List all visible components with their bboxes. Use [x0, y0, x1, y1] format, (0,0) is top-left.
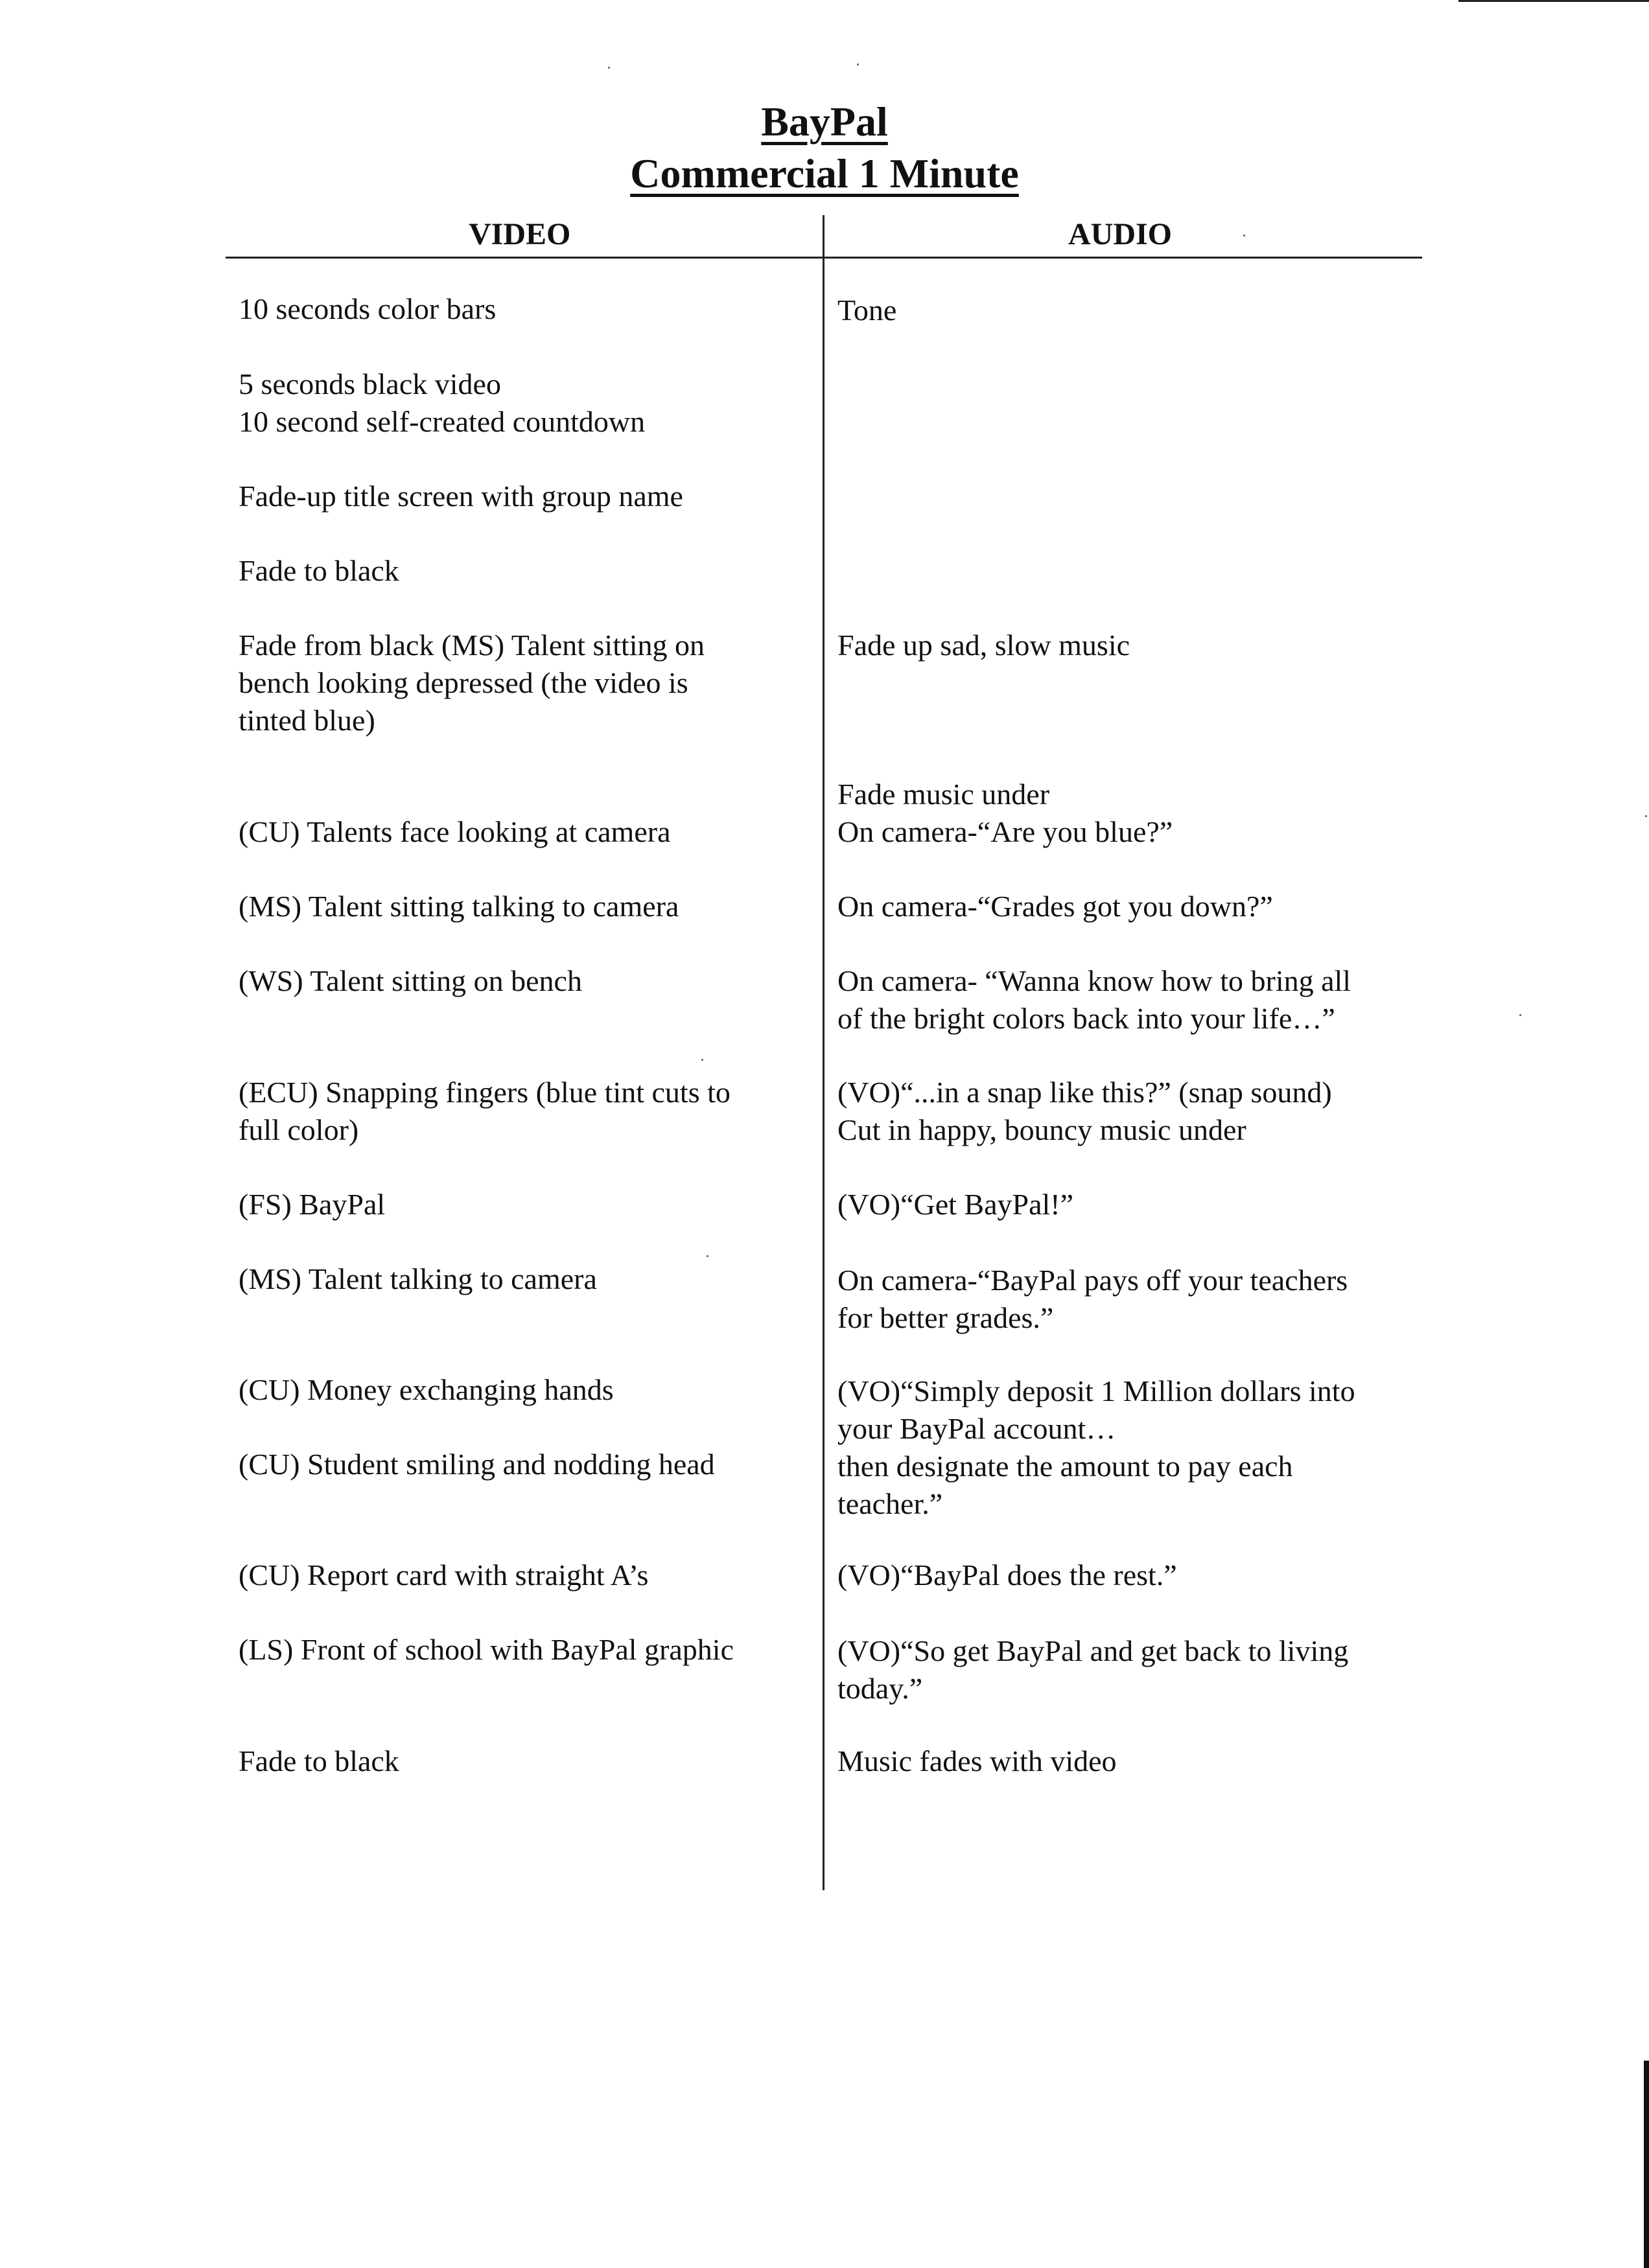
- scan-speck: [1645, 815, 1647, 817]
- audio-cue: Fade music under On camera-“Are you blue?”: [837, 778, 1173, 848]
- video-cue: (MS) Talent sitting talking to camera: [239, 890, 679, 923]
- video-cue: Fade from black (MS) Talent sitting on bench looking depressed (the video is tinted blue): [239, 629, 705, 737]
- video-cue: (CU) Talents face looking at camera: [239, 815, 671, 848]
- scan-artifact-line: [1458, 0, 1649, 2]
- video-cue: Fade-up title screen with group name: [239, 480, 683, 513]
- audio-cue: On camera- “Wanna know how to bring all of the bright colors back into your life…”: [837, 964, 1351, 1035]
- video-cue: (WS) Talent sitting on bench: [239, 964, 582, 997]
- audio-cue: (VO)“Get BayPal!”: [837, 1188, 1074, 1221]
- title-block: [0, 96, 1649, 200]
- video-cue: (MS) Talent talking to camera: [239, 1262, 597, 1295]
- audio-cue: (VO)“...in a snap like this?” (snap sound) Cut in happy, bouncy music under: [837, 1076, 1332, 1146]
- audio-column-header: AUDIO: [1068, 217, 1173, 251]
- audio-cue: Tone: [837, 294, 897, 327]
- audio-cue: Fade up sad, slow music: [837, 629, 1130, 662]
- scan-speck: [857, 64, 859, 65]
- audio-cue: (VO)“BayPal does the rest.”: [837, 1558, 1177, 1591]
- video-cue: (CU) Money exchanging hands: [239, 1373, 614, 1406]
- title-line-1: BayPal: [761, 98, 888, 145]
- video-cue: (CU) Student smiling and nodding head: [239, 1448, 715, 1481]
- title-line-2: Commercial 1 Minute: [630, 150, 1019, 196]
- video-column-header: VIDEO: [469, 217, 571, 251]
- scan-speck: [1243, 235, 1245, 237]
- video-cue: (ECU) Snapping fingers (blue tint cuts to full color): [239, 1076, 731, 1146]
- scan-speck: [701, 1059, 703, 1061]
- audio-cue: (VO)“Simply deposit 1 Million dollars into your BayPal account… then designate the amount to pay each teacher.”: [837, 1374, 1355, 1520]
- audio-cue: (VO)“So get BayPal and get back to living today.”: [837, 1634, 1349, 1705]
- video-cue: (CU) Report card with straight A’s: [239, 1558, 649, 1591]
- scan-speck: [608, 67, 610, 69]
- video-cue: Fade to black: [239, 554, 399, 587]
- video-cue: (FS) BayPal: [239, 1188, 386, 1221]
- scan-artifact-edge: [1644, 2061, 1649, 2268]
- scan-speck: [1519, 1014, 1521, 1016]
- audio-cue: Music fades with video: [837, 1744, 1117, 1777]
- video-cue: 10 seconds color bars: [239, 292, 497, 325]
- video-cue: Fade to black: [239, 1744, 399, 1777]
- audio-cue: On camera-“Grades got you down?”: [837, 890, 1273, 923]
- column-divider: [823, 215, 824, 1890]
- scan-speck: [707, 1255, 708, 1257]
- audio-cue: On camera-“BayPal pays off your teachers for better grades.”: [837, 1264, 1348, 1334]
- video-cue: 5 seconds black video 10 second self-created countdown: [239, 367, 646, 438]
- video-cue: (LS) Front of school with BayPal graphic: [239, 1633, 734, 1666]
